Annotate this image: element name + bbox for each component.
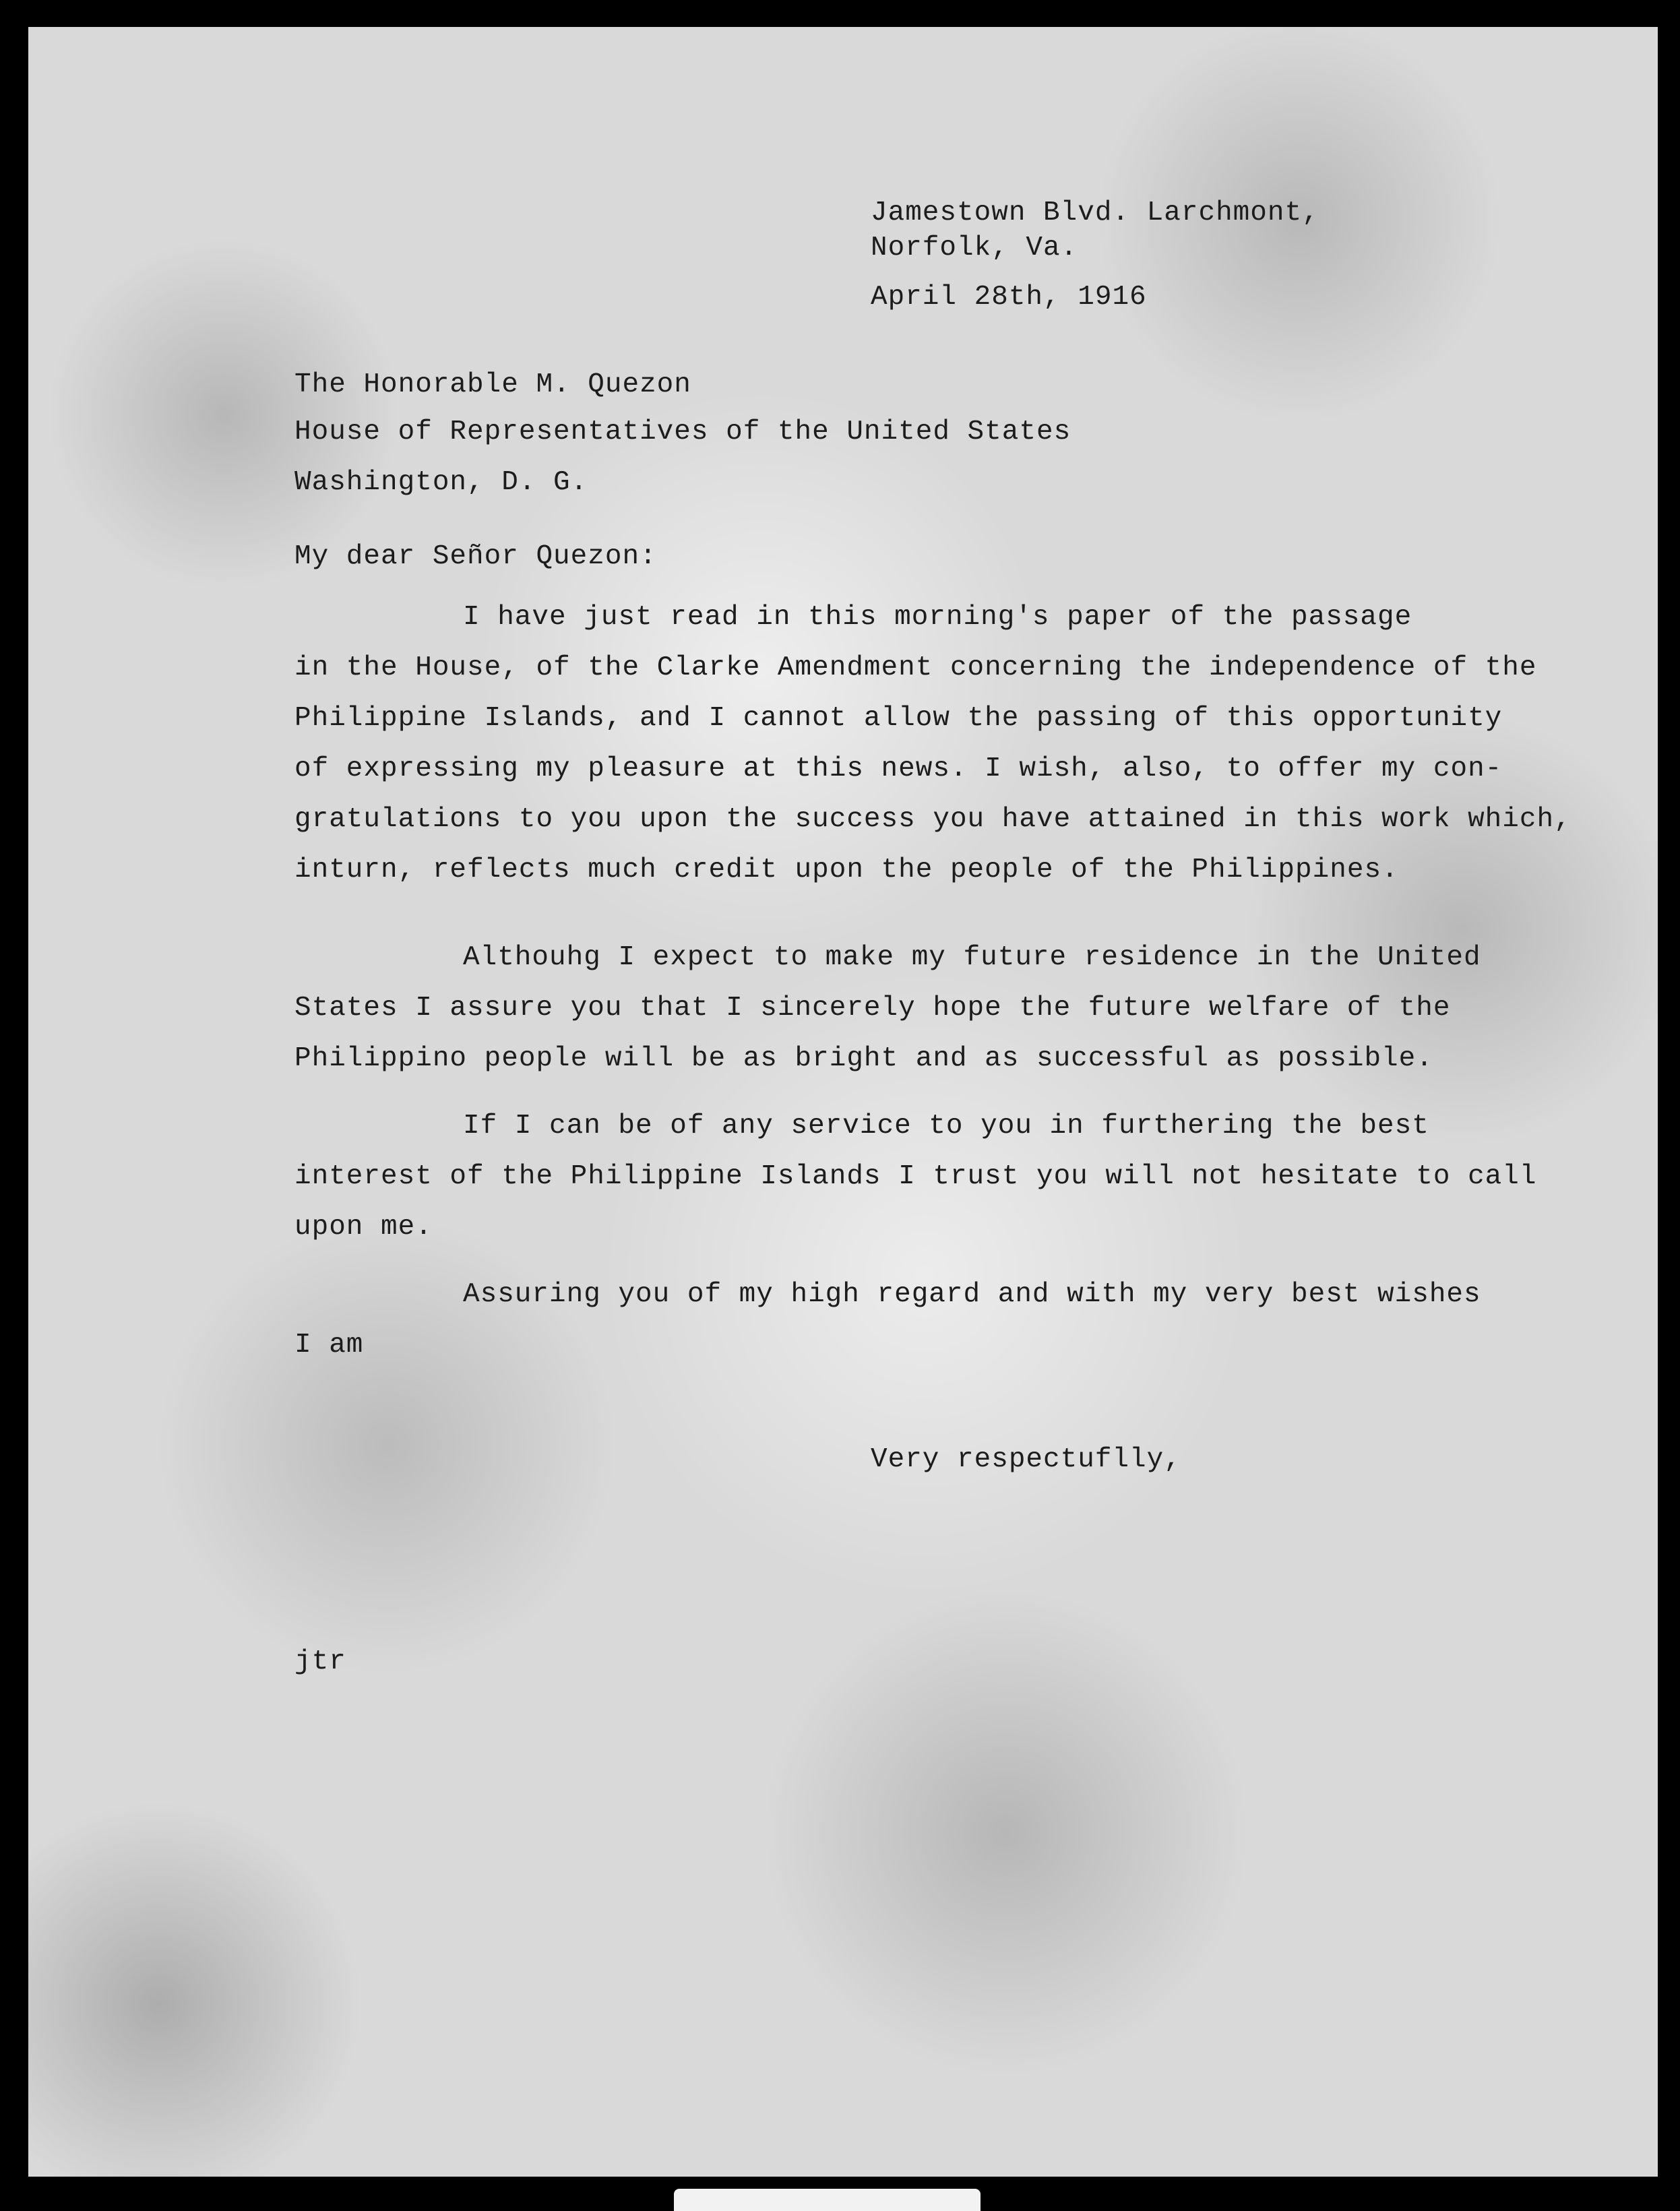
scan-bottom-tab — [674, 2189, 981, 2211]
typist-initials: jtr — [294, 1646, 346, 1677]
body-p4-line-1: Assuring you of my high regard and with my very best wishes — [463, 1279, 1481, 1310]
body-p2-line-1: Althouhg I expect to make my future residence in the United — [463, 942, 1481, 973]
body-p3-line-1: If I can be of any service to you in furthering the best — [463, 1111, 1429, 1142]
body-p1-line-2: in the House, of the Clarke Amendment concerning the independence of the — [294, 652, 1537, 683]
body-p1-line-1: I have just read in this morning's paper of the passage — [463, 602, 1412, 633]
body-p1-line-5: gratulations to you upon the success you have attained in this work which, — [294, 804, 1572, 835]
recipient-city: Washington, D. G. — [294, 467, 588, 498]
body-p2-line-3: Philippino people will be as bright and as successful as possible. — [294, 1043, 1433, 1074]
recipient-name: The Honorable M. Quezon — [294, 369, 691, 400]
body-p4-line-2: I am — [294, 1330, 364, 1361]
body-p2-line-2: States I assure you that I sincerely hope the future welfare of the — [294, 993, 1451, 1024]
sender-address-line-1: Jamestown Blvd. Larchmont, — [871, 197, 1319, 228]
recipient-office: House of Representatives of the United States — [294, 416, 1071, 447]
closing: Very respectuflly, — [871, 1444, 1181, 1475]
body-p1-line-6: inturn, reflects much credit upon the people of the Philippines. — [294, 854, 1399, 885]
sender-address-line-2: Norfolk, Va. — [871, 232, 1078, 263]
body-p3-line-3: upon me. — [294, 1212, 433, 1243]
body-p1-line-3: Philippine Islands, and I cannot allow the passing of this opportunity — [294, 703, 1503, 734]
salutation: My dear Señor Quezon: — [294, 541, 657, 572]
body-p3-line-2: interest of the Philippine Islands I trust you will not hesitate to call — [294, 1161, 1537, 1192]
letter-date: April 28th, 1916 — [871, 282, 1147, 313]
body-p1-line-4: of expressing my pleasure at this news. I wish, also, to offer my con- — [294, 753, 1503, 784]
letter-page — [28, 27, 1658, 2177]
